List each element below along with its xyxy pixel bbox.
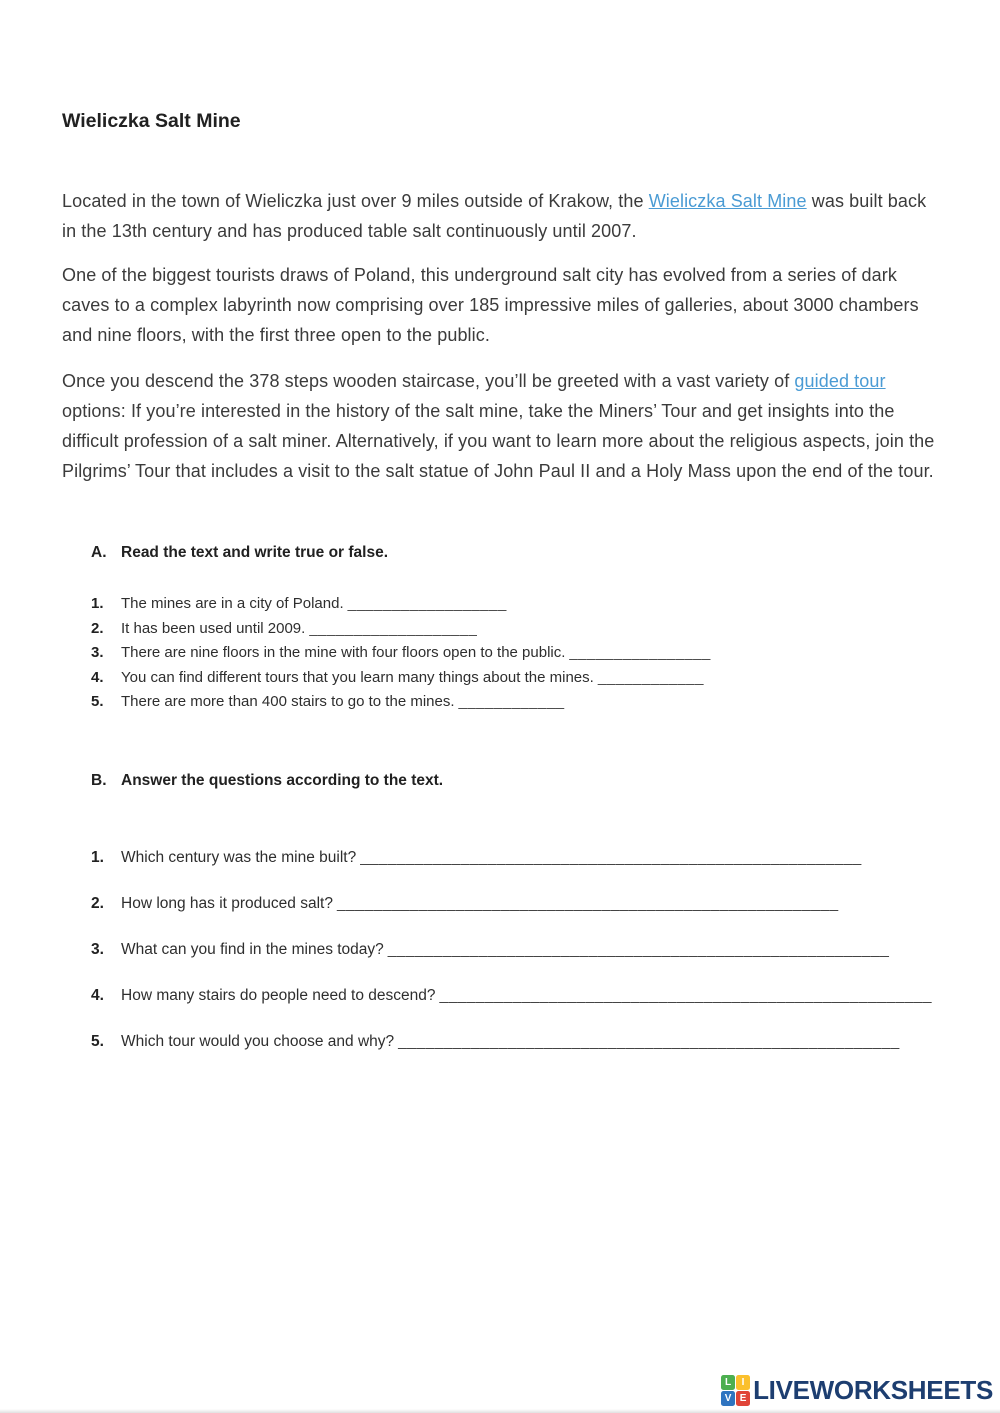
item-text (121, 617, 938, 642)
section-b-label: B. (91, 771, 107, 789)
item-text (121, 592, 938, 617)
answer-blank[interactable]: __________________ (347, 595, 507, 612)
item-number: 3. (91, 940, 104, 958)
item-sentence: It has been used until 2009. (121, 619, 306, 637)
answer-blank[interactable]: _______________________________________________________ (398, 1032, 900, 1050)
item-sentence: There are nine floors in the mine with four floors open to the public. (121, 644, 566, 661)
item-number: 3. (91, 644, 104, 661)
section-a-heading: Read the text and write true or false. (121, 544, 389, 561)
item-number: 2. (91, 619, 104, 637)
answer-blank[interactable]: _______________________________________________________ (387, 940, 890, 958)
answer-blank[interactable]: ____________ (597, 668, 704, 686)
answer-blank[interactable]: ________________ (569, 644, 711, 661)
section-b (62, 770, 938, 1052)
logo-tile-i: I (736, 1375, 750, 1390)
liveworksheets-logo-text: LIVEWORKSHEETS (753, 1375, 993, 1405)
true-false-list (62, 592, 938, 715)
question-sentence: How many stairs do people need to descend? (121, 986, 436, 1004)
liveworksheets-logo[interactable] (721, 1375, 993, 1406)
page-title: Wieliczka Salt Mine (62, 110, 241, 132)
question-sentence: Which tour would you choose and why? (121, 1032, 395, 1050)
question-sentence: How long has it produced salt? (121, 894, 333, 912)
section-a-label: A. (91, 544, 107, 561)
true-false-item (91, 690, 938, 715)
text-link[interactable]: guided tour (794, 371, 886, 391)
question-sentence: What can you find in the mines today? (121, 940, 384, 958)
item-number: 5. (91, 1032, 104, 1050)
true-false-item (91, 641, 938, 666)
item-number: 5. (91, 693, 104, 710)
paragraph-intro (62, 186, 938, 246)
answer-blank[interactable]: _______________________________________________________ (360, 848, 862, 866)
answer-blank[interactable]: ____________ (458, 693, 565, 710)
item-text (121, 848, 938, 868)
item-text (121, 1032, 938, 1052)
item-text (121, 894, 938, 914)
item-sentence: The mines are in a city of Poland. (121, 595, 344, 612)
page-bottom-edge (0, 1409, 1000, 1413)
item-number: 4. (91, 986, 104, 1004)
item-sentence: You can find different tours that you learn many things about the mines. (121, 668, 594, 686)
question-item (91, 1032, 938, 1052)
text-segment: Located in the town of Wieliczka just over 9 miles outside of Krakow, the (62, 191, 649, 211)
item-number: 4. (91, 668, 104, 686)
true-false-item (91, 666, 938, 691)
text-segment: One of the biggest tourists draws of Poland, this underground salt city has evolved from a series of dark caves to a complex labyrinth now comprising over 185 impressive miles of galleries, about 3000 chambers and nine floors, with the first three open to the public. (62, 265, 919, 345)
logo-tile-e: E (736, 1391, 750, 1406)
section-a (62, 542, 938, 715)
text-segment: options: If you’re interested in the history of the salt mine, take the Miners’ Tour and get insights into the difficult profession of a salt miner. Alternatively, if you want to learn more about the religious aspects, join the Pilgrims’ Tour that includes a visit to the salt statue of John Paul II and a Holy Mass upon the end of the tour. (62, 401, 935, 481)
answer-blank[interactable]: ______________________________________________________ (439, 986, 933, 1004)
question-item (91, 894, 938, 914)
item-text (121, 986, 938, 1006)
logo-tile-v: V (721, 1391, 735, 1406)
item-text (121, 641, 938, 666)
answer-blank[interactable]: ___________________ (309, 619, 478, 637)
liveworksheets-logo-icon (721, 1375, 750, 1406)
question-sentence: Which century was the mine built? (121, 848, 357, 866)
text-link[interactable]: Wieliczka Salt Mine (648, 191, 807, 211)
item-sentence: There are more than 400 stairs to go to the mines. (121, 693, 455, 710)
item-text (121, 690, 938, 715)
item-text (121, 940, 938, 960)
item-text (121, 666, 938, 691)
question-list (62, 848, 938, 1052)
text-segment: Once you descend the 378 steps wooden staircase, you’ll be greeted with a vast variety of (62, 371, 795, 391)
true-false-item (91, 592, 938, 617)
answer-blank[interactable]: _______________________________________________________ (336, 894, 839, 912)
question-item (91, 986, 938, 1006)
item-number: 1. (91, 848, 104, 866)
text-segment: was built back in the 13th century and has produced table salt continuously until 2007. (62, 191, 927, 241)
true-false-item (91, 617, 938, 642)
question-item (91, 848, 938, 868)
item-number: 2. (91, 894, 104, 912)
item-number: 1. (91, 595, 104, 612)
section-b-heading: Answer the questions according to the text. (121, 771, 444, 789)
question-item (91, 940, 938, 960)
paragraph-description (62, 260, 938, 350)
logo-tile-l: L (721, 1375, 735, 1390)
paragraph-tours (62, 366, 938, 486)
section-b-heading-row (91, 770, 938, 792)
section-a-heading-row (91, 542, 938, 564)
